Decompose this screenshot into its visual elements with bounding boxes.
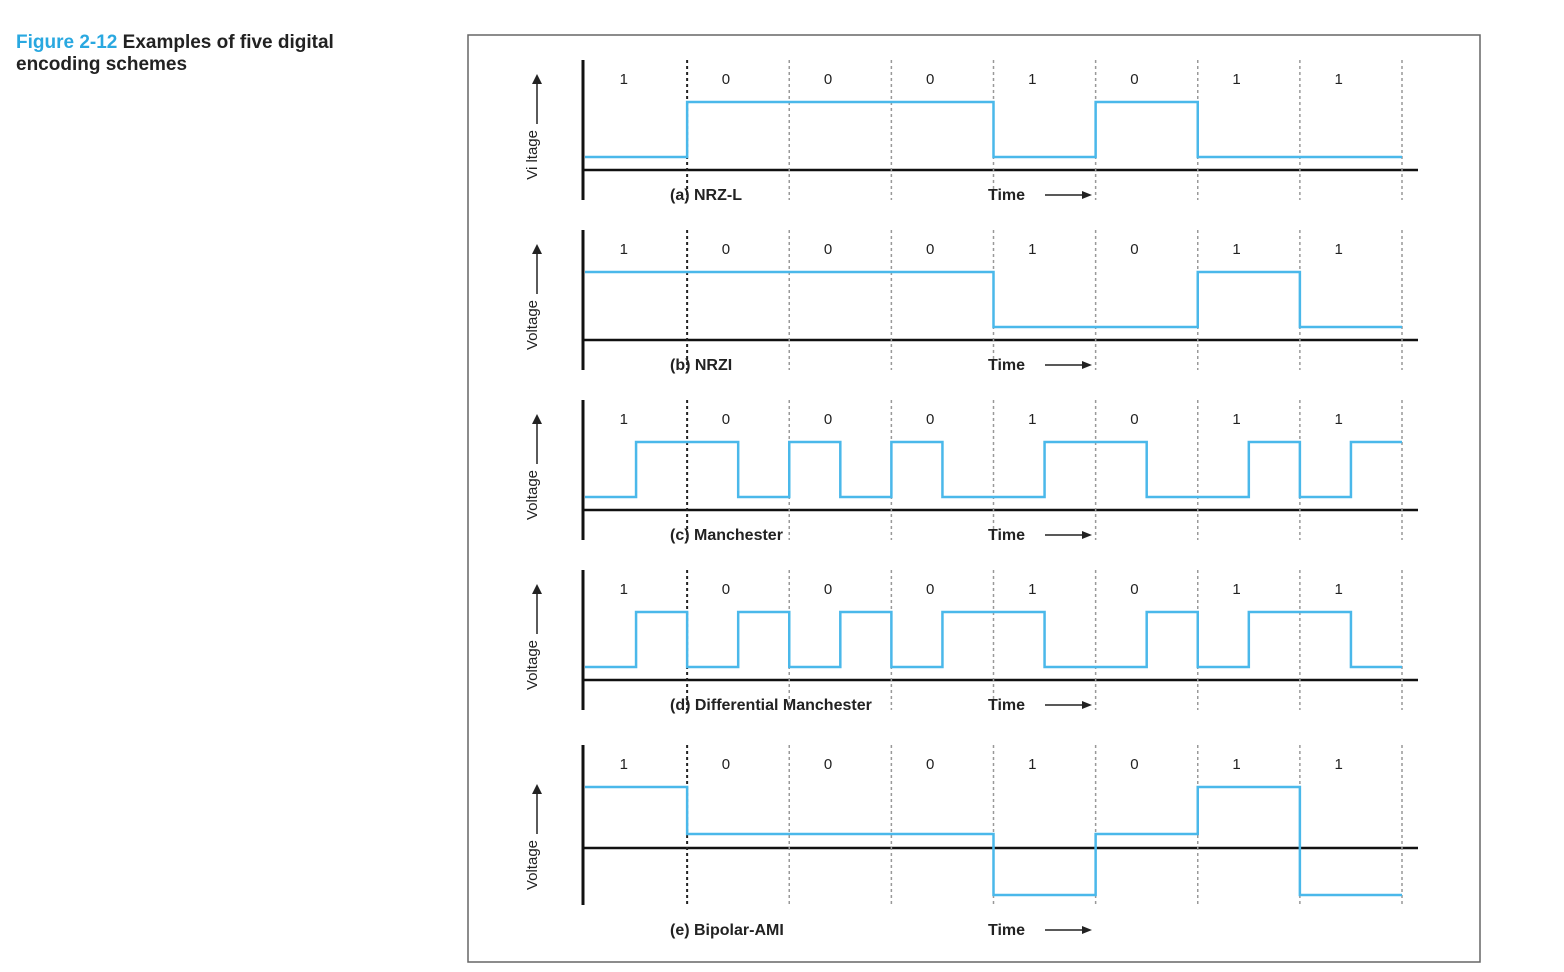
panel-c — [524, 400, 1418, 544]
voltage-arrowhead — [532, 784, 542, 794]
bit-label: 0 — [823, 241, 833, 258]
bit-label: 0 — [926, 241, 935, 258]
bit-label: 1 — [1028, 581, 1037, 598]
panel-a — [524, 60, 1418, 204]
bit-label: 1 — [1232, 581, 1241, 598]
bit-label: 0 — [823, 71, 833, 88]
y-axis-label: Voltage — [524, 840, 541, 891]
signal-waveform — [585, 102, 1402, 157]
y-axis-label: Voltage — [524, 470, 541, 521]
time-label: Time — [988, 187, 1026, 204]
time-label: Time — [988, 527, 1026, 544]
panel-label: (b) NRZI — [670, 357, 733, 374]
bit-label: 0 — [926, 581, 935, 598]
panel-label: (d) Differential Manchester — [670, 697, 872, 714]
bit-label: 1 — [1232, 241, 1241, 258]
bit-label: 0 — [1130, 581, 1139, 598]
figure-frame — [468, 35, 1480, 962]
time-arrowhead — [1082, 926, 1092, 934]
time-label: Time — [988, 357, 1026, 374]
bit-label: 1 — [1232, 411, 1241, 428]
bit-label: 0 — [1130, 71, 1139, 88]
bit-label: 1 — [1334, 71, 1343, 88]
bit-label: 0 — [926, 71, 935, 88]
bit-label: 1 — [619, 411, 628, 428]
signal-waveform — [585, 787, 1402, 895]
time-arrowhead — [1082, 701, 1092, 709]
y-axis-label: Vi ltage — [524, 130, 541, 180]
bit-label: 1 — [1028, 71, 1037, 88]
time-arrowhead — [1082, 531, 1092, 539]
bit-label: 1 — [619, 756, 628, 773]
voltage-arrowhead — [532, 244, 542, 254]
bit-label: 1 — [1334, 241, 1343, 258]
bit-label: 0 — [926, 756, 935, 773]
time-arrowhead — [1082, 191, 1092, 199]
voltage-arrowhead — [532, 414, 542, 424]
bit-label: 0 — [926, 411, 935, 428]
bit-label: 0 — [823, 756, 833, 773]
bit-label: 0 — [823, 411, 833, 428]
bit-label: 1 — [1028, 411, 1037, 428]
bit-label: 0 — [721, 411, 731, 428]
time-label: Time — [988, 697, 1026, 714]
bit-label: 0 — [721, 581, 731, 598]
panel-e — [524, 745, 1418, 939]
panel-label: (c) Manchester — [670, 527, 783, 544]
signal-waveform — [585, 272, 1402, 327]
bit-label: 1 — [1028, 241, 1037, 258]
bit-label: 1 — [1334, 411, 1343, 428]
bit-label: 0 — [823, 581, 833, 598]
time-arrowhead — [1082, 361, 1092, 369]
voltage-arrowhead — [532, 74, 542, 84]
bit-label: 0 — [721, 241, 731, 258]
panel-b — [524, 230, 1418, 374]
figure-number: Figure 2-12 — [16, 32, 118, 53]
bit-label: 1 — [1232, 756, 1241, 773]
time-label: Time — [988, 922, 1026, 939]
bit-label: 0 — [1130, 756, 1139, 773]
bit-label: 0 — [1130, 241, 1139, 258]
y-axis-label: Voltage — [524, 640, 541, 691]
panel-d — [524, 570, 1418, 714]
bit-label: 1 — [1334, 581, 1343, 598]
bit-label: 1 — [619, 71, 628, 88]
bit-label: 1 — [1232, 71, 1241, 88]
bit-label: 1 — [1028, 756, 1037, 773]
bit-label: 0 — [721, 71, 731, 88]
bit-label: 1 — [619, 581, 628, 598]
bit-label: 1 — [1334, 756, 1343, 773]
panel-label: (a) NRZ-L — [670, 187, 742, 204]
bit-label: 0 — [721, 756, 731, 773]
bit-label: 1 — [619, 241, 628, 258]
bit-label: 0 — [1130, 411, 1139, 428]
panel-label: (e) Bipolar-AMI — [670, 922, 784, 939]
voltage-arrowhead — [532, 584, 542, 594]
figure-title: Examples of five digital encoding schemes — [16, 32, 334, 75]
y-axis-label: Voltage — [524, 300, 541, 351]
